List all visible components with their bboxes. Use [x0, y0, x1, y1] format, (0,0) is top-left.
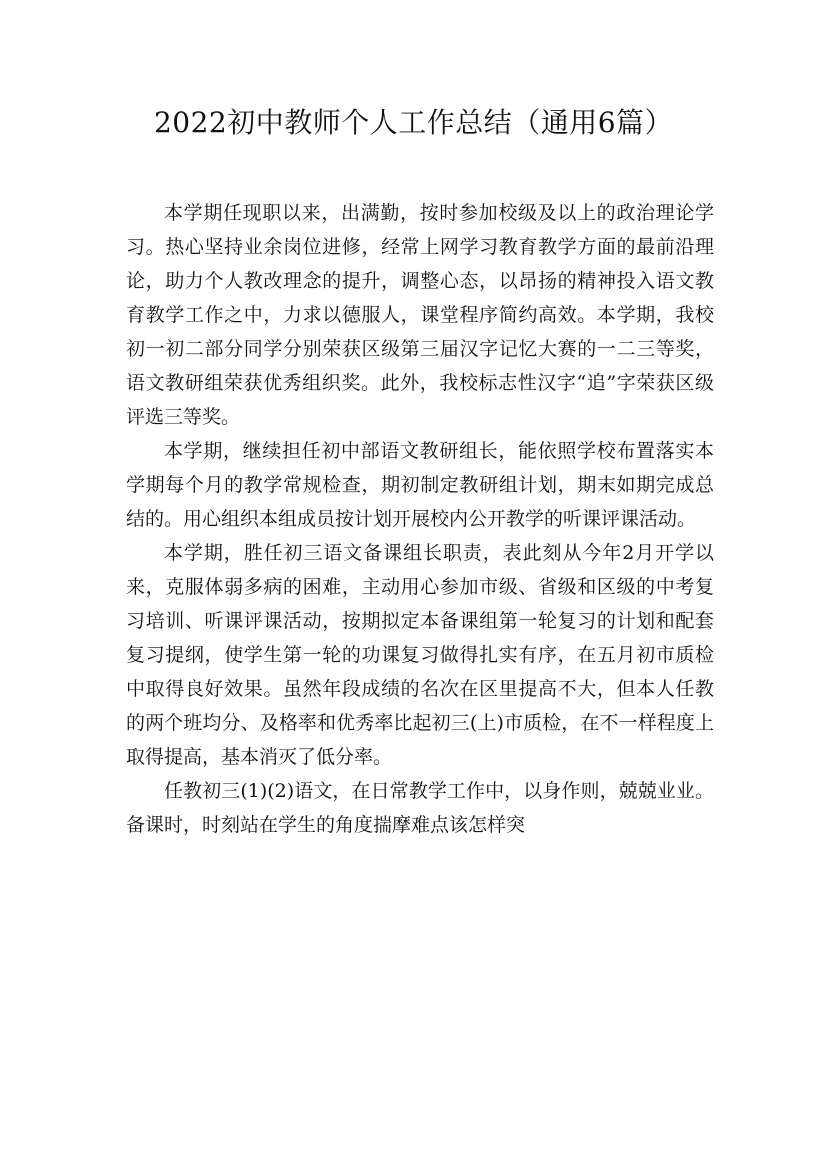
paragraph-4: 任教初三(1)(2)语文，在日常教学工作中，以身作则，兢兢业业。备课时，时刻站在学生的角度揣摩难点该怎样突	[126, 780, 714, 836]
document-title: 2022初中教师个人工作总结（通用6篇）	[153, 106, 674, 139]
paragraph-2: 本学期，继续担任初中部语文教研组长，能依照学校布置落实本学期每个月的教学常规检查，期初制定教研组计划，期末如期完成总结的。用心组织本组成员按计划开展校内公开教学的听课评课活动。	[126, 440, 714, 530]
paragraph-3: 本学期，胜任初三语文备课组长职责，表此刻从今年2月开学以来，克服体弱多病的困难，主动用心参加市级、省级和区级的中考复习培训、听课评课活动，按期拟定本备课组第一轮复习的计划和配套复习提纲，使学生第一轮的功课复习做得扎实有序，在五月初市质检中取得良好效果。虽然年段成绩的名次在区里提高不大，但本人任教的两个班均分、及格率和优秀率比起初三(上)市质检，在不一样程度上取得提高，基本消灭了低分率。	[126, 542, 714, 768]
paragraph-1: 本学期任现职以来，出满勤，按时参加校级及以上的政治理论学习。热心坚持业余岗位进修，经常上网学习教育教学方面的最前沿理论，助力个人教改理念的提升，调整心态，以昂扬的精神投入语文教育教学工作之中，力求以德服人，课堂程序简约高效。本学期，我校初一初二部分同学分别荣获区级第三届汉字记忆大赛的一二三等奖，语文教研组荣获优秀组织奖。此外，我校标志性汉字“追”字荣获区级评选三等奖。	[126, 202, 714, 428]
document-body	[126, 196, 714, 842]
